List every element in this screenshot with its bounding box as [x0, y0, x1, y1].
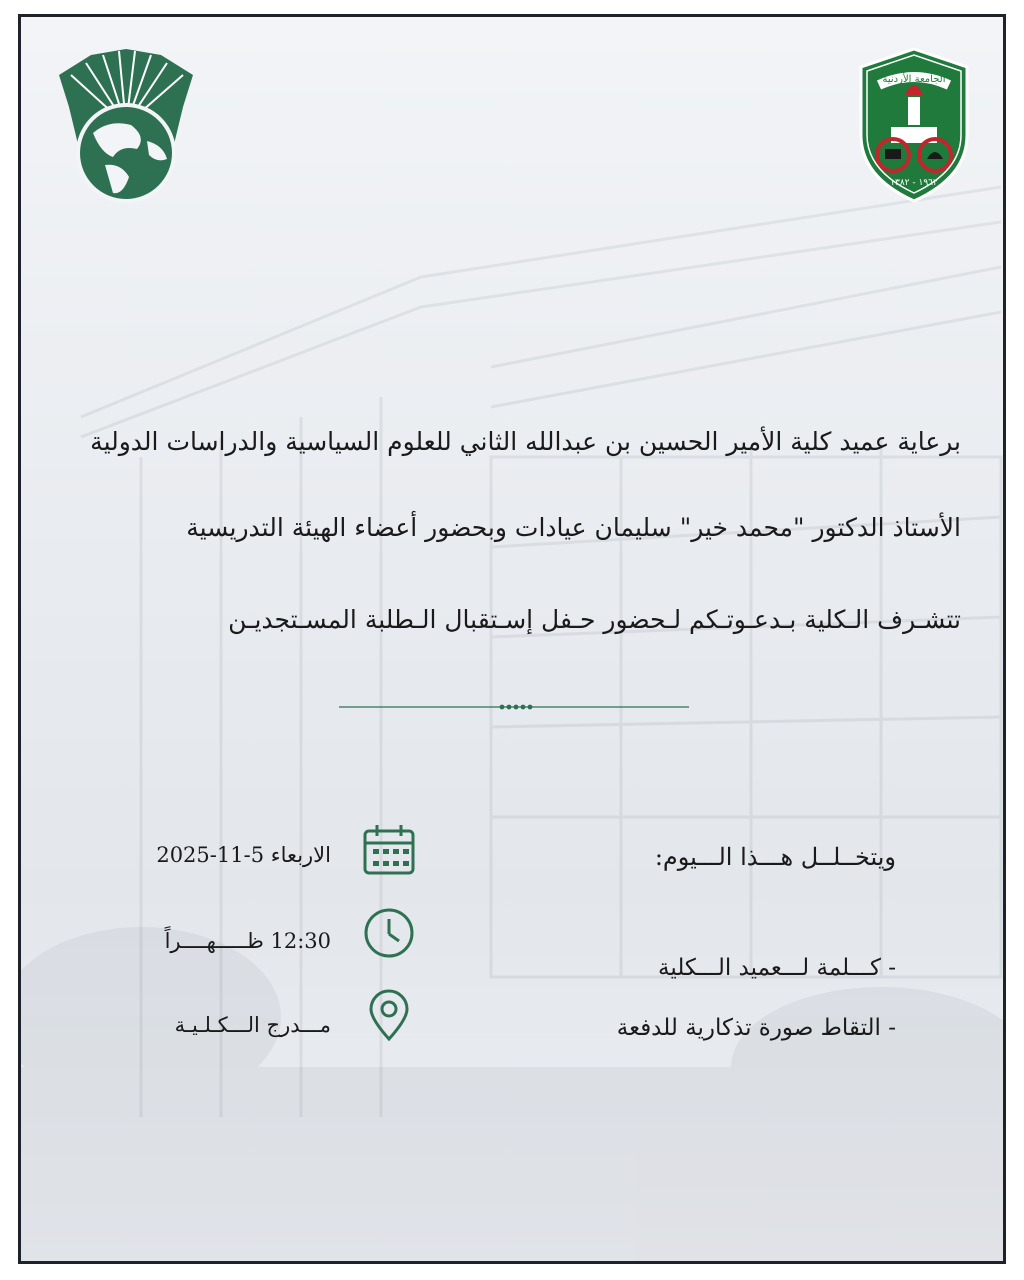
- event-location: مـــدرج الـــكـلـيـة: [174, 1013, 331, 1037]
- calendar-icon: [361, 821, 417, 877]
- program-item-group-photo: - التقاط صورة تذكارية للدفعة: [616, 1015, 896, 1041]
- university-crest-icon: [851, 45, 977, 205]
- invitation-line-invite: تتشـرف الـكلية بـدعـوتـكم لـحضور حـفل إسـتقبال الـطلبة المسـتجديـن: [228, 605, 961, 634]
- program-heading: ويتخــلــل هـــذا الـــيوم:: [654, 843, 896, 871]
- invitation-line-dean-name: الأستاذ الدكتور "محمد خير" سليمان عيادات وبحضور أعضاء الهيئة التدريسية: [186, 513, 961, 542]
- university-crest-text: الجامعة الأردنية: [882, 74, 946, 85]
- event-time: 12:30 ظـــــهــــراً: [164, 929, 331, 953]
- ornament-divider: [339, 697, 689, 717]
- svg-text:١٩٦٢ - ١٣٨٢: ١٩٦٢ - ١٣٨٢: [890, 178, 938, 188]
- invitation-card: [18, 14, 1006, 1264]
- location-pin-icon: [361, 987, 417, 1043]
- faculty-globe-logo-icon: [51, 45, 201, 210]
- event-date: الاربعاء 5-11-2025: [156, 843, 331, 867]
- program-item-dean-speech: - كـــلمة لـــعميد الـــكلية: [658, 955, 896, 981]
- invitation-line-patronage: برعاية عميد كلية الأمير الحسين بن عبدالله الثاني للعلوم السياسية والدراسات الدولية: [90, 427, 961, 456]
- clock-icon: [361, 905, 417, 961]
